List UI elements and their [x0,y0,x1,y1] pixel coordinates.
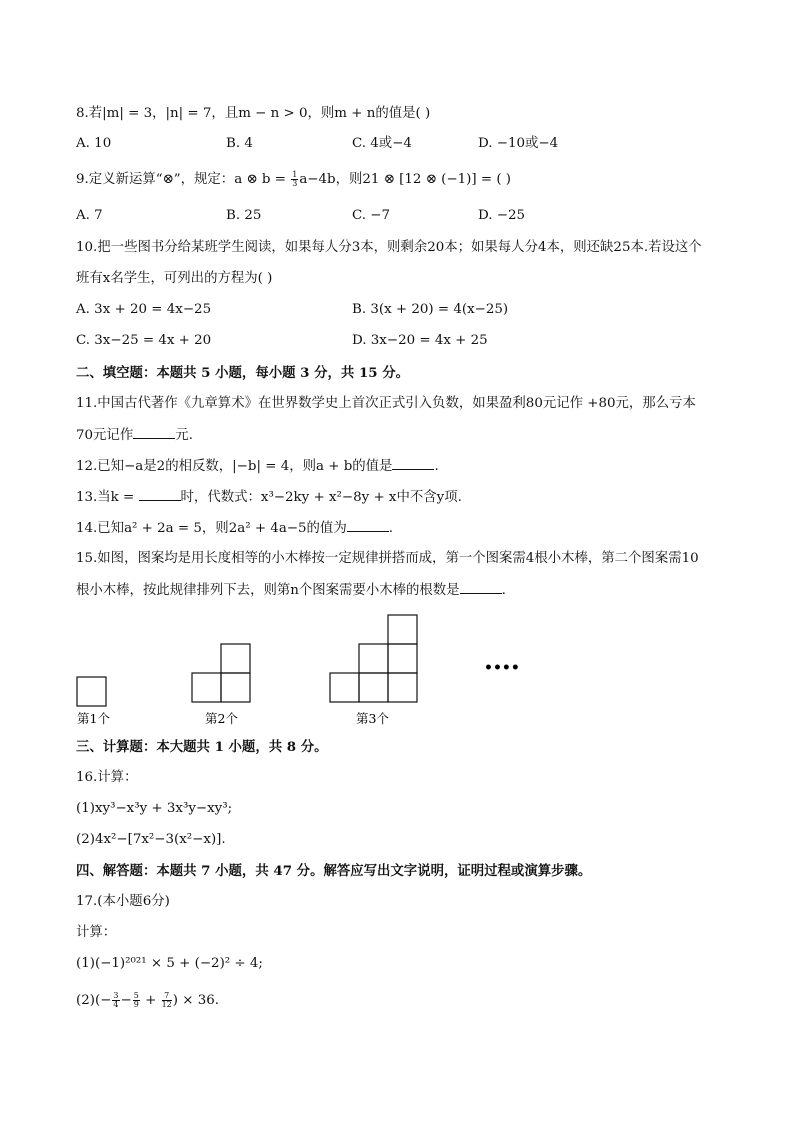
q9-option-c: C. −7 [352,208,391,223]
figure-label-1: 第1个 [77,711,110,726]
pattern-1-square [77,677,106,706]
q17-f2-num: 5 [133,991,139,1000]
q17-p2-plus: + [140,993,161,1008]
q10-option-a: A. 3x + 20 = 4x−25 [76,302,212,317]
question-16-part2: (2)4x²−[7x²−3(x²−x)]. [76,832,226,847]
pattern-3 [330,615,417,702]
q14-text-pre: 14.已知a² + 2a = 5，则2a² + 4a−5的值为 [76,521,347,536]
question-15-line2 [76,581,506,600]
q17-frac-2 [133,992,140,1009]
question-14 [76,519,393,538]
figure-label-3: 第3个 [356,711,389,726]
q9-frac-num: 1 [292,170,298,179]
q9-option-d: D. −25 [478,208,526,223]
question-16-title: 16.计算： [76,770,138,785]
section-2-heading: 二、填空题：本题共 5 小题，每小题 3 分，共 15 分。 [76,365,410,381]
q9-stem-pre: 9.定义新运算“⊗”，规定：a ⊗ b = [76,172,291,187]
question-15-line1: 15.如图，图案均是用长度相等的小木棒按一定规律拼搭而成，第一个图案需4根小木棒，第二个图案需10 [76,551,699,566]
q10-option-d: D. 3x−20 = 4x + 25 [352,333,488,348]
question-12 [76,457,439,476]
q12-answer-blank[interactable] [392,457,434,470]
q15-line2-pre: 根小木棒，按此规律排列下去，则第n个图案需要小木棒的根数是 [76,583,460,598]
section-3-heading: 三、计算题：本大题共 1 小题，共 8 分。 [76,739,328,755]
pattern-2 [192,644,250,702]
q17-f3-num: 7 [162,992,172,1001]
q10-option-c: C. 3x−25 = 4x + 20 [76,333,212,348]
q17-p2-pre: (2)(− [76,993,112,1008]
question-11-line1: 11.中国古代著作《九章算术》在世界数学史上首次正式引入负数，如果盈利80元记作 +80元，那么亏本 [76,396,696,411]
q9-fraction [291,171,298,188]
question-10-line2: 班有x名学生，可列出的方程为( ) [76,271,273,286]
q12-text-post: . [434,459,439,474]
q11-line2-pre: 70元记作 [76,428,134,443]
q13-text-pre: 13.当k = [76,490,139,505]
question-16-part1: (1)xy³−x³y + 3x³y−xy³; [76,801,233,816]
q8-option-c: C. 4或−4 [352,136,412,151]
question-8-stem: 8.若|m| = 3，|n| = 7，且m − n > 0，则m + n的值是( ) [76,106,431,121]
q15-answer-blank[interactable] [460,581,502,594]
question-17-instruction: 计算： [76,925,117,940]
q15-line2-post: . [501,583,506,598]
q10-option-b: B. 3(x + 20) = 4(x−25) [352,302,509,317]
q17-f3-den: 12 [161,1000,172,1009]
q12-text: 12.已知−a是2的相反数，|−b| = 4，则a + b的值是 [76,459,393,474]
question-9-stem [76,171,511,189]
q8-option-a: A. 10 [76,136,112,151]
question-11-line2 [76,426,193,445]
q14-answer-blank[interactable] [347,519,389,532]
q13-answer-blank[interactable] [139,488,181,501]
q17-f1-den: 4 [113,1000,119,1009]
q13-text-post: 时，代数式：x³−2ky + x²−8y + x中不含y项. [180,490,462,505]
question-10-line1: 10.把一些图书分给某班学生阅读，如果每人分3本，则剩余20本；如果每人分4本，则还缺25本.若设这个 [76,240,702,255]
q11-answer-blank[interactable] [133,426,175,439]
q9-stem-post: a−4b，则21 ⊗ [12 ⊗ (−1)] = ( ) [299,172,512,187]
q9-option-a: A. 7 [76,208,103,223]
question-17-part1: (1)(−1)²⁰²¹ × 5 + (−2)² ÷ 4; [76,956,263,971]
q17-frac-3 [162,992,172,1009]
q9-option-b: B. 25 [226,208,262,223]
question-13 [76,488,462,507]
question-17-part2 [76,992,219,1010]
q17-p2-post: ) × 36. [172,993,220,1008]
figure-ellipsis: •••• [484,660,520,676]
stick-pattern-figure [0,605,794,730]
q17-p2-minus: − [120,993,132,1008]
q17-f2-den: 9 [133,1000,139,1009]
q9-frac-den: 3 [292,179,298,188]
q11-line2-post: 元. [175,428,193,443]
q8-option-b: B. 4 [226,136,253,151]
question-17-title: 17.(本小题6分) [76,894,170,909]
q17-frac-1 [112,992,119,1009]
figure-label-2: 第2个 [205,711,238,726]
q17-f1-num: 3 [113,991,119,1000]
q14-text-post: . [388,521,393,536]
q8-option-d: D. −10或−4 [478,136,559,151]
section-4-heading: 四、解答题：本题共 7 小题，共 47 分。解答应写出文字说明，证明过程或演算步骤。 [76,863,592,879]
